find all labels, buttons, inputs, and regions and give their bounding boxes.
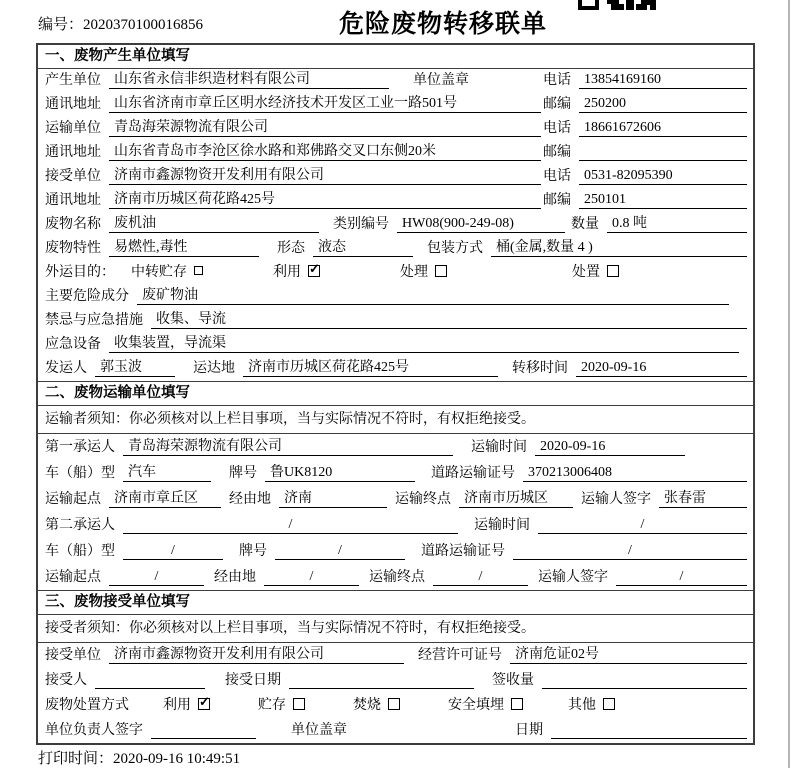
row-route2 <box>38 564 753 590</box>
disposal-option-utilize <box>163 694 210 714</box>
signed-amount-value <box>542 672 747 689</box>
row-shipper <box>38 357 753 381</box>
checkbox-disposal-storage <box>293 698 305 710</box>
purpose-option-utilize <box>273 261 320 281</box>
vehicle-type1-value: 汽车 <box>123 461 211 482</box>
row-transporter <box>38 117 753 141</box>
row-transfer-purpose <box>38 261 753 285</box>
destination-value: 济南市历城区荷花路425号 <box>243 356 498 377</box>
transporter-zip-value <box>579 144 747 161</box>
producer-phone-label: 电话 <box>543 73 571 88</box>
origin1-value: 济南市章丘区 <box>109 487 221 508</box>
row-waste-trait <box>38 237 753 261</box>
purpose-label: 外运目的： <box>45 265 115 280</box>
print-time-label: 打印时间： <box>38 751 114 767</box>
receiver-address-value: 济南市历城区荷花路425号 <box>109 188 541 209</box>
origin1-label: 运输起点 <box>45 492 101 507</box>
transporter-phone-label: 电话 <box>543 121 571 136</box>
chief-signature-value <box>151 722 256 739</box>
doc-number <box>38 13 203 34</box>
checkbox-disposal-other <box>603 698 615 710</box>
via2-label: 经由地 <box>214 570 256 585</box>
purpose-option-transit-storage-label: 中转贮存 <box>131 265 187 280</box>
purpose-option-transit-storage <box>131 261 203 281</box>
receiver-seal-label: 单位盖章 <box>291 723 347 738</box>
receiver-zip-label: 邮编 <box>543 193 571 208</box>
receiver-notice: 接受者须知：你必须核对以上栏目事项，当与实际情况不符时，有权拒绝接受。 <box>38 615 753 643</box>
carrier-sign1-label: 运输人签字 <box>581 492 651 507</box>
section-producer-header: 一、废物产生单位填写 <box>38 45 753 69</box>
origin2-value: / <box>109 569 204 586</box>
hazard-component-label: 主要危险成分 <box>45 289 129 304</box>
emergency-measures-value: 收集、导流 <box>151 308 747 329</box>
end2-value: / <box>433 569 528 586</box>
via1-label: 经由地 <box>229 492 271 507</box>
checkbox-transit-storage <box>194 266 203 275</box>
producer-zip-label: 邮编 <box>543 97 571 112</box>
via1-value: 济南 <box>279 487 387 508</box>
physical-form-label: 形态 <box>277 241 305 256</box>
row-accepting-person <box>38 668 753 693</box>
disposal-option-landfill-label: 安全填埋 <box>448 698 504 713</box>
plate1-label: 牌号 <box>229 466 257 481</box>
road-license1-value: 370213006408 <box>523 465 747 482</box>
category-code-value: HW08(900-249-08) <box>397 216 565 233</box>
doc-number-label: 编号： <box>38 17 84 33</box>
row-chief-signature <box>38 718 753 743</box>
signed-amount-label: 签收量 <box>492 673 534 688</box>
end2-label: 运输终点 <box>369 570 425 585</box>
checkbox-disposal-landfill <box>511 698 523 710</box>
carrier-sign1-value: 张春雷 <box>659 487 747 508</box>
disposal-option-storage <box>258 694 305 714</box>
producer-label: 产生单位 <box>45 73 101 88</box>
transporter-address-label: 通讯地址 <box>45 145 101 160</box>
transfer-time-label: 转移时间 <box>512 361 568 376</box>
section-producer <box>38 45 753 381</box>
unit-seal-label: 单位盖章 <box>413 73 469 88</box>
emergency-measures-label: 禁忌与应急措施 <box>45 313 143 328</box>
shipper-label: 发运人 <box>45 361 87 376</box>
quantity-label: 数量 <box>571 217 599 232</box>
checkbox-treat <box>435 265 447 277</box>
second-carrier-value: / <box>123 517 458 534</box>
row-vehicle1 <box>38 460 753 486</box>
accepting-unit-value: 济南市鑫源物资开发利用有限公司 <box>109 643 404 664</box>
transport-time2-value: / <box>538 517 747 534</box>
transporter-label: 运输单位 <box>45 121 101 136</box>
packing-value: 桶(金属,数量 4 ) <box>491 236 747 257</box>
checkbox-utilize <box>308 265 320 277</box>
receive-date-label: 日期 <box>515 723 543 738</box>
chief-signature-label: 单位负责人签字 <box>45 723 143 738</box>
accept-date-value <box>289 672 474 689</box>
category-code-label: 类别编号 <box>333 217 389 232</box>
transporter-phone-value: 18661672606 <box>579 120 747 137</box>
disposal-option-storage-label: 贮存 <box>258 698 286 713</box>
transporter-zip-label: 邮编 <box>543 145 571 160</box>
transporter-notice: 运输者须知：你必须核对以上栏目事项，当与实际情况不符时，有权拒绝接受。 <box>38 406 753 434</box>
disposal-method-label: 废物处置方式 <box>45 698 129 713</box>
producer-value: 山东省永信非织造材料有限公司 <box>109 68 389 89</box>
producer-phone-value: 13854169160 <box>579 72 747 89</box>
producer-address-label: 通讯地址 <box>45 97 101 112</box>
disposal-option-incinerate <box>353 694 400 714</box>
row-emergency-measures <box>38 309 753 333</box>
purpose-option-dispose-label: 处置 <box>572 265 600 280</box>
checkbox-disposal-utilize <box>198 698 210 710</box>
qr-code-partial-icon <box>578 0 656 10</box>
plate2-value: / <box>275 543 405 560</box>
row-accepting-unit <box>38 643 753 668</box>
disposal-option-landfill <box>448 694 523 714</box>
waste-trait-value: 易燃性,毒性 <box>109 236 259 257</box>
waste-trait-label: 废物特性 <box>45 241 101 256</box>
carrier-sign2-label: 运输人签字 <box>538 570 608 585</box>
page-title: 危险废物转移联单 <box>338 10 548 38</box>
transporter-address-value: 山东省青岛市李沧区徐水路和郑佛路交叉口东侧20米 <box>109 140 541 161</box>
road-license2-label: 道路运输证号 <box>421 544 505 559</box>
row-hazard-component <box>38 285 753 309</box>
transport-time1-value: 2020-09-16 <box>535 439 685 456</box>
origin2-label: 运输起点 <box>45 570 101 585</box>
accepting-unit-label: 接受单位 <box>45 648 101 663</box>
row-route1 <box>38 486 753 512</box>
row-producer <box>38 69 753 93</box>
row-disposal-method <box>38 693 753 718</box>
transporter-value: 青岛海荣源物流有限公司 <box>109 116 541 137</box>
via2-value: / <box>264 569 359 586</box>
producer-zip-value: 250200 <box>579 96 747 113</box>
hazard-component-value: 废矿物油 <box>137 284 729 305</box>
destination-label: 运达地 <box>193 361 235 376</box>
disposal-option-other-label: 其他 <box>568 698 596 713</box>
row-waste-name <box>38 213 753 237</box>
window-edge-divider <box>788 0 790 768</box>
quantity-value: 0.8 吨 <box>607 212 747 233</box>
permit-label: 经营许可证号 <box>418 648 502 663</box>
row-first-carrier <box>38 434 753 460</box>
accepting-person-label: 接受人 <box>45 673 87 688</box>
manifest-form <box>36 43 755 745</box>
row-producer-address <box>38 93 753 117</box>
waste-name-value: 废机油 <box>109 212 319 233</box>
road-license2-value: / <box>513 543 747 560</box>
receiver-label: 接受单位 <box>45 169 101 184</box>
purpose-option-dispose <box>572 261 619 281</box>
accept-date-label: 接受日期 <box>225 673 281 688</box>
emergency-equipment-label: 应急设备 <box>45 337 101 352</box>
section-receiver-header: 三、废物接受单位填写 <box>38 591 753 615</box>
transport-time2-label: 运输时间 <box>474 518 530 533</box>
first-carrier-label: 第一承运人 <box>45 440 115 455</box>
row-emergency-equipment <box>38 333 753 357</box>
vehicle-type2-label: 车（船）型 <box>45 544 115 559</box>
end1-value: 济南市历城区 <box>459 487 573 508</box>
receiver-address-label: 通讯地址 <box>45 193 101 208</box>
receiver-zip-value: 250101 <box>579 192 747 209</box>
second-carrier-label: 第二承运人 <box>45 518 115 533</box>
row-receiver-address <box>38 189 753 213</box>
plate1-value: 鲁UK8120 <box>265 461 415 482</box>
plate2-label: 牌号 <box>239 544 267 559</box>
vehicle-type2-value: / <box>123 543 223 560</box>
row-receiver <box>38 165 753 189</box>
carrier-sign2-value: / <box>616 569 747 586</box>
print-time-value: 2020-09-16 10:49:51 <box>113 751 241 767</box>
section-transporter-header: 二、废物运输单位填写 <box>38 382 753 406</box>
road-license1-label: 道路运输证号 <box>431 466 515 481</box>
accepting-person-value <box>95 672 205 689</box>
producer-address-value: 山东省济南市章丘区明水经济技术开发区工业一路501号 <box>109 92 541 113</box>
row-vehicle2 <box>38 538 753 564</box>
receiver-value: 济南市鑫源物资开发利用有限公司 <box>109 164 541 185</box>
checkbox-dispose <box>607 265 619 277</box>
disposal-option-incinerate-label: 焚烧 <box>353 698 381 713</box>
row-transporter-address <box>38 141 753 165</box>
waste-name-label: 废物名称 <box>45 217 101 232</box>
checkbox-disposal-incinerate <box>388 698 400 710</box>
permit-value: 济南危证02号 <box>510 643 747 664</box>
emergency-equipment-value: 收集装置，导流渠 <box>109 332 739 353</box>
section-receiver <box>38 590 753 743</box>
first-carrier-value: 青岛海荣源物流有限公司 <box>123 435 453 456</box>
print-time <box>38 747 240 768</box>
physical-form-value: 液态 <box>313 236 413 257</box>
packing-label: 包装方式 <box>427 241 483 256</box>
transport-time1-label: 运输时间 <box>471 440 527 455</box>
row-second-carrier <box>38 512 753 538</box>
doc-number-value: 2020370100016856 <box>83 17 204 33</box>
transfer-time-value: 2020-09-16 <box>576 360 747 377</box>
purpose-option-utilize-label: 利用 <box>273 265 301 280</box>
section-transporter <box>38 381 753 590</box>
receiver-phone-label: 电话 <box>543 169 571 184</box>
disposal-option-utilize-label: 利用 <box>163 698 191 713</box>
purpose-option-treat <box>400 261 447 281</box>
purpose-option-treat-label: 处理 <box>400 265 428 280</box>
end1-label: 运输终点 <box>395 492 451 507</box>
receive-date-value <box>551 722 747 739</box>
disposal-option-other <box>568 694 615 714</box>
receiver-phone-value: 0531-82095390 <box>579 168 747 185</box>
vehicle-type1-label: 车（船）型 <box>45 466 115 481</box>
shipper-value: 郭玉波 <box>95 356 175 377</box>
